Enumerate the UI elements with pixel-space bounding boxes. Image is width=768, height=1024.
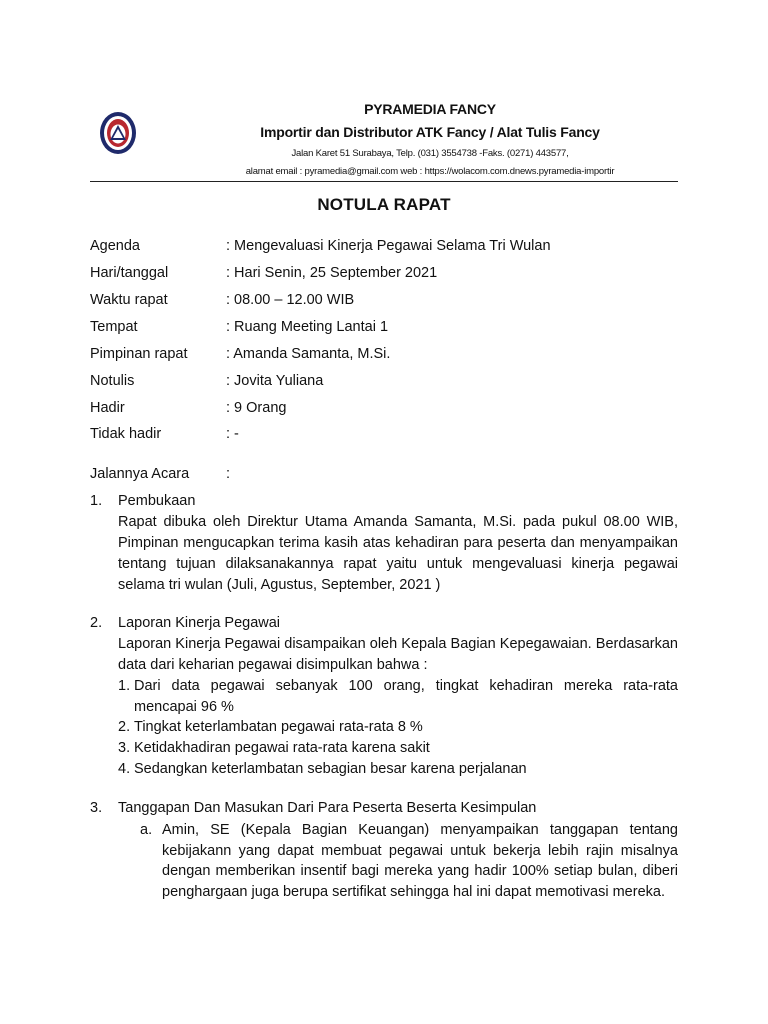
section-number: 3. — [90, 800, 103, 816]
company-name: PYRAMEDIA FANCY — [364, 101, 496, 117]
info-label-place: Tempat — [90, 319, 138, 335]
list-item-text: Sedangkan keterlambatan sebagian besar karena perjalanan — [134, 761, 527, 777]
info-label-time: Waktu rapat — [90, 292, 168, 308]
info-value-place: : Ruang Meeting Lantai 1 — [226, 319, 389, 335]
info-label-absent: Tidak hadir — [90, 426, 162, 442]
list-item — [118, 717, 678, 738]
list-item-number: 3. — [118, 740, 131, 756]
company-tagline: Importir dan Distributor ATK Fancy / Alat Tulis Fancy — [260, 124, 600, 140]
list-item — [118, 676, 678, 717]
list-item-text: Amin, SE (Kepala Bagian Keuangan) menyampaikan tanggapan tentang kebijakann yang dapat membuat pegawai untuk bekerja lebih rajin misalnya dengan memberikan insentif bagi mereka yang hadir 100% setiap bulan, diberi penghargaan juga berupa sertifikat sehingga hal ini dapat memotivasi mereka. — [162, 822, 678, 900]
info-value-notulis: : Jovita Yuliana — [226, 373, 324, 389]
section-title-report: Laporan Kinerja Pegawai — [118, 615, 281, 631]
document-title: NOTULA RAPAT — [317, 195, 451, 214]
list-item-text: Dari data pegawai sebanyak 100 orang, tingkat kehadiran mereka rata-rata mencapai 96 % — [134, 678, 678, 715]
list-item-number: 4. — [118, 761, 131, 777]
info-label-agenda: Agenda — [90, 238, 140, 254]
info-value-agenda: : Mengevaluasi Kinerja Pegawai Selama Tri Wulan — [226, 238, 551, 254]
list-item — [118, 738, 678, 759]
list-item-number: 1. — [118, 678, 131, 694]
list-item-number: 2. — [118, 719, 131, 735]
info-label-proceedings: Jalannya Acara — [90, 466, 190, 482]
info-value-proceedings: : — [226, 466, 231, 482]
company-contact: alamat email : pyramedia@gmail.com web : https://wolacom.com.dnews.pyramedia-importir — [245, 166, 615, 177]
header-divider — [90, 181, 678, 182]
section-title-opening: Pembukaan — [118, 493, 196, 509]
section-number: 2. — [90, 615, 103, 631]
info-value-absent: : - — [226, 426, 239, 442]
info-label-leader: Pimpinan rapat — [90, 346, 188, 362]
list-item-letter: a. — [140, 822, 153, 838]
company-address: Jalan Karet 51 Surabaya, Telp. (031) 3554738 -Faks. (0271) 443577, — [291, 148, 569, 159]
section-title-feedback: Tanggapan Dan Masukan Dari Para Peserta Beserta Kesimpulan — [118, 800, 537, 816]
list-item-text: Ketidakhadiran pegawai rata-rata karena sakit — [134, 740, 430, 756]
pyramedia-logo-icon — [98, 110, 138, 156]
list-item-text: Tingkat keterlambatan pegawai rata-rata 8 % — [134, 719, 423, 735]
info-label-present: Hadir — [90, 400, 125, 416]
info-value-present: : 9 Orang — [226, 400, 287, 416]
info-label-notulis: Notulis — [90, 373, 135, 389]
info-label-date: Hari/tanggal — [90, 265, 169, 281]
info-value-time: : 08.00 – 12.00 WIB — [226, 292, 355, 308]
section-text-report: Laporan Kinerja Pegawai disampaikan oleh Kepala Bagian Kepegawaian. Berdasarkan data dari keharian pegawai disimpulkan bahwa : — [118, 636, 678, 673]
list-item — [118, 759, 678, 780]
info-value-leader: : Amanda Samanta, M.Si. — [226, 346, 391, 362]
section-text-opening: Rapat dibuka oleh Direktur Utama Amanda Samanta, M.Si. pada pukul 08.00 WIB, Pimpinan mengucapkan terima kasih atas kehadiran para peserta dan menyampaikan tentang tujuan dilaksanakannya rapat yaitu untuk mengevaluasi kinerja pegawai selama tri wulan (Juli, Agustus, September, 2021 ) — [118, 514, 678, 593]
info-value-date: : Hari Senin, 25 September 2021 — [226, 265, 438, 281]
list-item — [140, 820, 678, 902]
section-number: 1. — [90, 493, 103, 509]
